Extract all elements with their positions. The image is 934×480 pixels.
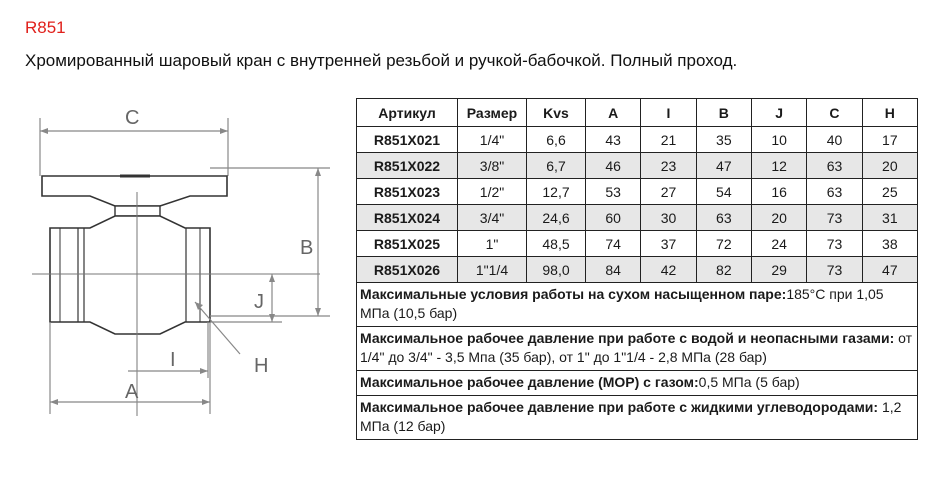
table-row	[357, 179, 918, 205]
table-row	[357, 153, 918, 179]
cell-j: 16	[751, 179, 806, 205]
cell-size: 3/8"	[458, 153, 527, 179]
product-code: R851	[25, 18, 66, 37]
cell-kvs: 6,6	[527, 127, 586, 153]
water-pressure-note: Максимальное рабочее давление при работе с водой и неопасными газами: от 1/4" до 3/4" - 3,5 Мпа (35 бар), от 1" до 1"1/4 - 2,8 МПа (28 бар)	[356, 327, 918, 371]
valve-technical-drawing	[20, 96, 350, 426]
cell-j: 24	[751, 231, 806, 257]
cell-article: R851X025	[357, 231, 458, 257]
col-header-c: C	[807, 99, 862, 127]
cell-i: 37	[641, 231, 696, 257]
table-row	[357, 231, 918, 257]
col-header-i: I	[641, 99, 696, 127]
table-row	[357, 205, 918, 231]
cell-c: 63	[807, 153, 862, 179]
dimension-label-c: C	[125, 107, 140, 129]
cell-b: 63	[696, 205, 751, 231]
cell-h: 25	[862, 179, 917, 205]
cell-b: 54	[696, 179, 751, 205]
cell-c: 63	[807, 179, 862, 205]
cell-b: 35	[696, 127, 751, 153]
cell-a: 84	[586, 257, 641, 283]
col-header-j: J	[751, 99, 806, 127]
cell-kvs: 24,6	[527, 205, 586, 231]
col-header-size: Размер	[458, 99, 527, 127]
cell-j: 20	[751, 205, 806, 231]
cell-c: 73	[807, 231, 862, 257]
cell-b: 47	[696, 153, 751, 179]
cell-j: 10	[751, 127, 806, 153]
cell-i: 27	[641, 179, 696, 205]
cell-i: 23	[641, 153, 696, 179]
cell-h: 47	[862, 257, 917, 283]
table-row	[357, 257, 918, 283]
cell-j: 12	[751, 153, 806, 179]
cell-size: 1/2"	[458, 179, 527, 205]
col-header-kvs: Kvs	[527, 99, 586, 127]
cell-b: 82	[696, 257, 751, 283]
cell-h: 38	[862, 231, 917, 257]
cell-article: R851X026	[357, 257, 458, 283]
cell-kvs: 6,7	[527, 153, 586, 179]
cell-h: 17	[862, 127, 917, 153]
cell-kvs: 12,7	[527, 179, 586, 205]
cell-a: 46	[586, 153, 641, 179]
steam-conditions-note: Максимальные условия работы на сухом насыщенном паре:185°C при 1,05 МПа (10,5 бар)	[356, 283, 918, 327]
cell-article: R851X021	[357, 127, 458, 153]
specification-panel	[356, 98, 918, 440]
cell-i: 30	[641, 205, 696, 231]
table-row	[357, 127, 918, 153]
dimension-label-i: I	[170, 349, 176, 371]
cell-c: 40	[807, 127, 862, 153]
cell-a: 43	[586, 127, 641, 153]
dimensions-table	[356, 98, 918, 283]
cell-size: 1"	[458, 231, 527, 257]
cell-article: R851X024	[357, 205, 458, 231]
cell-kvs: 48,5	[527, 231, 586, 257]
dimension-label-b: B	[300, 237, 314, 259]
cell-c: 73	[807, 205, 862, 231]
cell-h: 31	[862, 205, 917, 231]
cell-j: 29	[751, 257, 806, 283]
cell-size: 3/4"	[458, 205, 527, 231]
col-header-b: B	[696, 99, 751, 127]
dimension-label-a: A	[125, 381, 139, 403]
col-header-article: Артикул	[357, 99, 458, 127]
cell-h: 20	[862, 153, 917, 179]
product-description: Хромированный шаровый кран с внутренней резьбой и ручкой-бабочкой. Полный проход.	[25, 51, 738, 70]
cell-i: 21	[641, 127, 696, 153]
cell-article: R851X022	[357, 153, 458, 179]
cell-kvs: 98,0	[527, 257, 586, 283]
cell-i: 42	[641, 257, 696, 283]
cell-a: 74	[586, 231, 641, 257]
col-header-a: A	[586, 99, 641, 127]
cell-size: 1"1/4	[458, 257, 527, 283]
cell-article: R851X023	[357, 179, 458, 205]
gas-pressure-note: Максимальное рабочее давление (МОР) с газом:0,5 МПа (5 бар)	[356, 371, 918, 396]
cell-b: 72	[696, 231, 751, 257]
hydrocarbon-pressure-note: Максимальное рабочее давление при работе с жидкими углеводородами: 1,2 МПа (12 бар)	[356, 396, 918, 440]
table-header-row	[357, 99, 918, 127]
dimension-label-h: H	[254, 355, 269, 377]
cell-c: 73	[807, 257, 862, 283]
dimension-label-j: J	[254, 291, 264, 313]
cell-size: 1/4"	[458, 127, 527, 153]
cell-a: 53	[586, 179, 641, 205]
col-header-h: H	[862, 99, 917, 127]
cell-a: 60	[586, 205, 641, 231]
